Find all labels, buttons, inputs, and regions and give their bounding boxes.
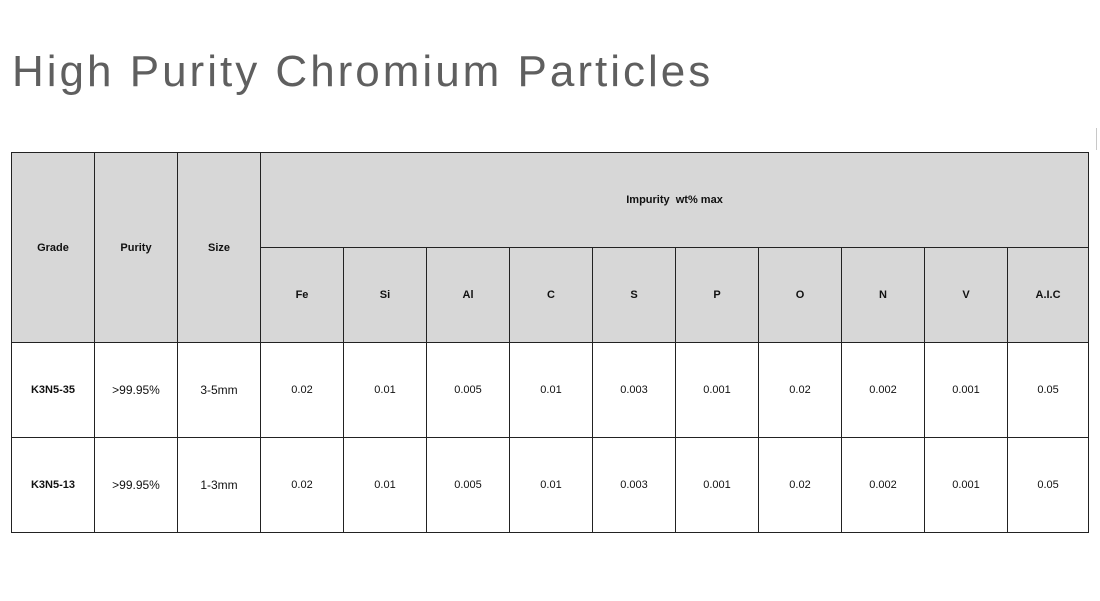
impurity-value-cell: 0.002: [842, 343, 925, 438]
impurity-value-cell: 0.02: [759, 343, 842, 438]
col-header-size: Size: [178, 153, 261, 343]
impurity-value-cell: 0.01: [344, 343, 427, 438]
impurity-value-cell: 0.05: [1008, 438, 1089, 533]
impurity-value-cell: 0.002: [842, 438, 925, 533]
spec-table: [11, 152, 1089, 533]
size-cell: 3-5mm: [178, 343, 261, 438]
col-header-element: N: [842, 248, 925, 343]
impurity-value-cell: 0.001: [925, 343, 1008, 438]
col-header-element: V: [925, 248, 1008, 343]
impurity-value-cell: 0.001: [676, 438, 759, 533]
col-header-element: Fe: [261, 248, 344, 343]
impurity-value-cell: 0.005: [427, 438, 510, 533]
table-row: [12, 438, 1089, 533]
impurity-value-cell: 0.003: [593, 438, 676, 533]
impurity-value-cell: 0.003: [593, 343, 676, 438]
col-header-element: A.I.C: [1008, 248, 1089, 343]
grade-cell: K3N5-35: [12, 343, 95, 438]
header-row-top: [12, 153, 1089, 248]
col-header-element: Si: [344, 248, 427, 343]
table-row: [12, 343, 1089, 438]
impurity-value-cell: 0.005: [427, 343, 510, 438]
impurity-value-cell: 0.01: [510, 343, 593, 438]
impurity-value-cell: 0.001: [925, 438, 1008, 533]
col-header-grade: Grade: [12, 153, 95, 343]
col-header-element: Al: [427, 248, 510, 343]
col-header-purity: Purity: [95, 153, 178, 343]
col-header-element: C: [510, 248, 593, 343]
impurity-value-cell: 0.02: [759, 438, 842, 533]
impurity-value-cell: 0.01: [510, 438, 593, 533]
col-header-element: P: [676, 248, 759, 343]
col-header-element: S: [593, 248, 676, 343]
impurity-value-cell: 0.05: [1008, 343, 1089, 438]
edge-divider: [1096, 128, 1097, 150]
page-title: High Purity Chromium Particles: [12, 47, 714, 96]
impurity-value-cell: 0.02: [261, 438, 344, 533]
grade-cell: K3N5-13: [12, 438, 95, 533]
purity-cell: >99.95%: [95, 438, 178, 533]
impurity-value-cell: 0.001: [676, 343, 759, 438]
purity-cell: >99.95%: [95, 343, 178, 438]
impurity-value-cell: 0.02: [261, 343, 344, 438]
col-header-impurity: Impurity wt% max: [261, 153, 1089, 248]
col-header-element: O: [759, 248, 842, 343]
size-cell: 1-3mm: [178, 438, 261, 533]
impurity-value-cell: 0.01: [344, 438, 427, 533]
